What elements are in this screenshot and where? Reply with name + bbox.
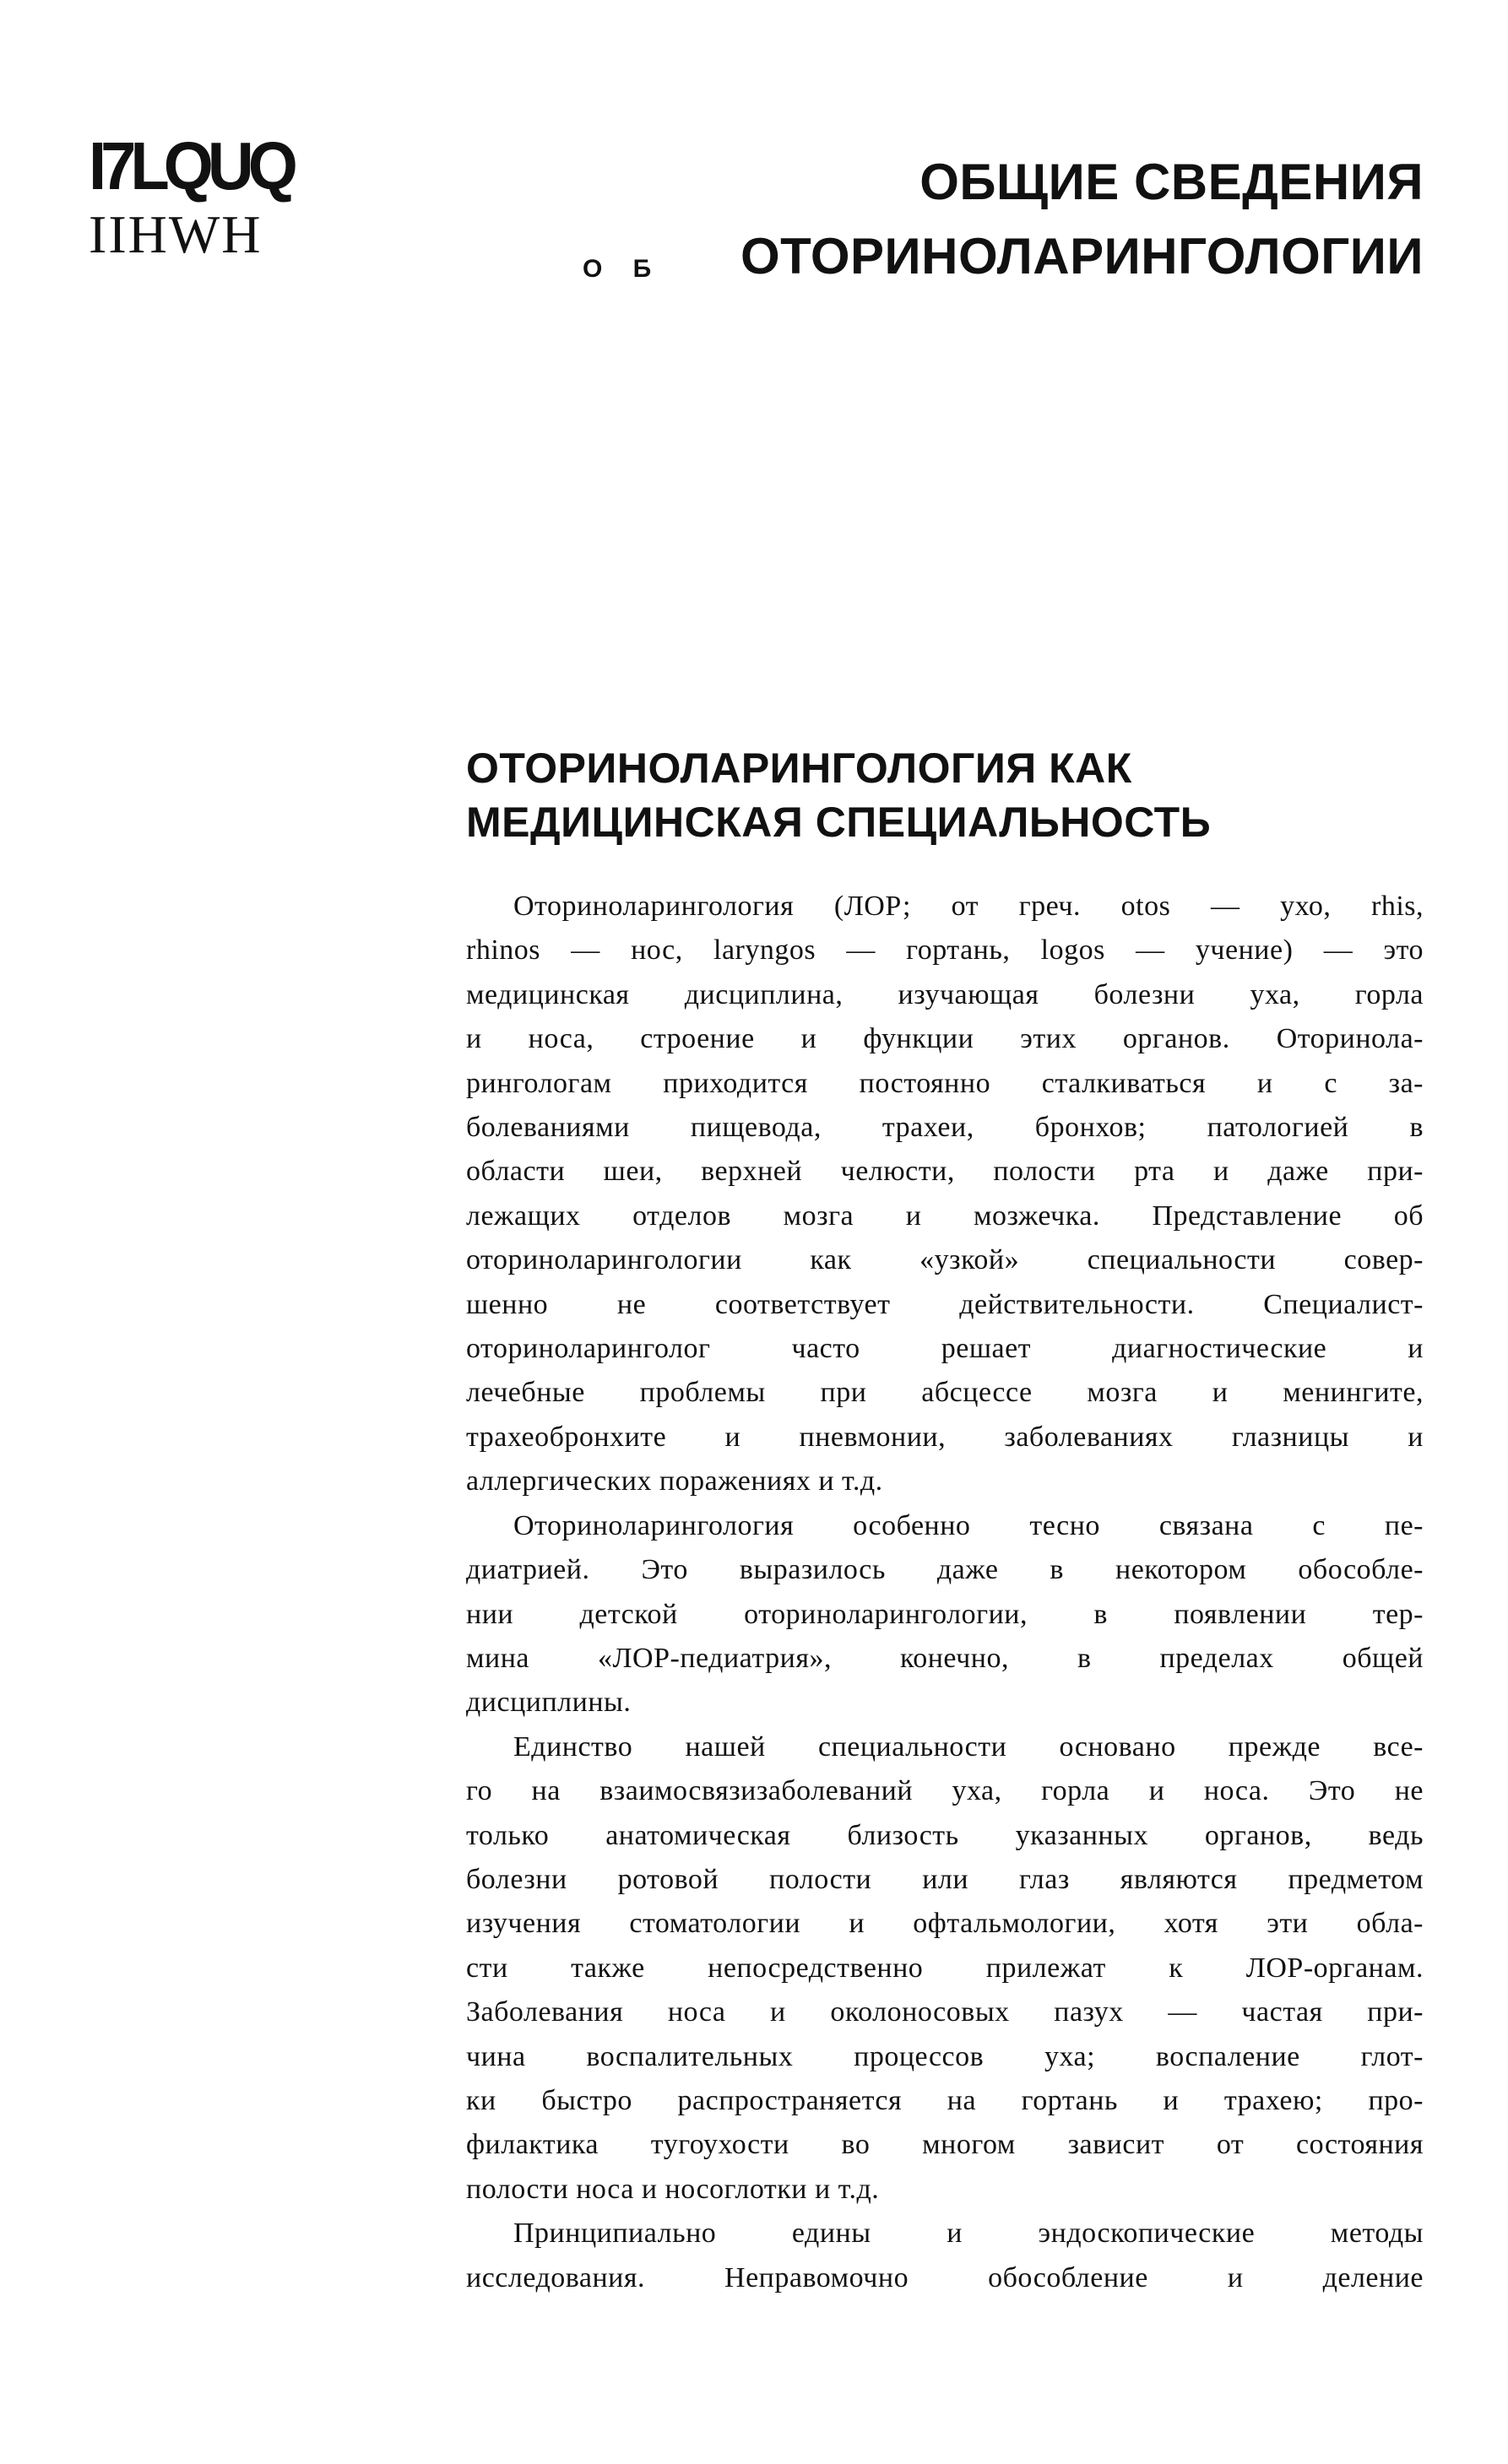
text-line: оториноларинголог часто решает диагностические и xyxy=(466,1333,1424,1365)
text-line: лежащих отделов мозга и мозжечка. Представление об xyxy=(466,1200,1424,1232)
chapter-title xyxy=(740,145,1424,294)
chapter-title-line: ОТОРИНОЛАРИНГОЛОГИИ xyxy=(740,228,1424,284)
text-line: оториноларингологии как «узкой» специальности совер- xyxy=(466,1244,1424,1276)
text-line: Единство нашей специальности основано прежде все- xyxy=(513,1730,1424,1763)
text-line: филактика тугоухости во многом зависит от состояния xyxy=(466,2129,1424,2161)
section-title-line: МЕДИЦИНСКАЯ СПЕЦИАЛЬНОСТЬ xyxy=(466,799,1212,846)
text-line: диатрией. Это выразилось даже в некотором обособле- xyxy=(466,1554,1424,1586)
paragraph xyxy=(466,2212,1424,2300)
chapter-title-prefix: О Б xyxy=(583,255,664,283)
text-line: rhinos — нос, laryngos — гортань, logos — учение) — это xyxy=(466,934,1424,967)
text-line: Принципиально едины и эндоскопические методы xyxy=(513,2218,1424,2250)
section-title-line: ОТОРИНОЛАРИНГОЛОГИЯ КАК xyxy=(466,745,1132,792)
text-line: нии детской оториноларингологии, в появлении тер- xyxy=(466,1598,1424,1630)
chapter-title-line: ОБЩИЕ СВЕДЕНИЯ xyxy=(919,154,1424,210)
text-line: го на взаимосвязизаболеваний уха, горла и носа. Это не xyxy=(466,1775,1424,1807)
text-line: болезни ротовой полости или глаз являются предметом xyxy=(466,1863,1424,1895)
text-line: аллергических поражениях и т.д. xyxy=(466,1465,883,1497)
paragraph xyxy=(466,1504,1424,1725)
text-line: полости носа и носоглотки и т.д. xyxy=(466,2173,880,2205)
text-line: только анатомическая близость указанных органов, ведь xyxy=(466,1819,1424,1851)
text-line: шенно не соответствует действительности. Специалист- xyxy=(466,1288,1424,1320)
text-line: дисциплины. xyxy=(466,1687,632,1719)
text-line: изучения стоматологии и офтальмологии, хотя эти обла- xyxy=(466,1908,1424,1940)
text-line: медицинская дисциплина, изучающая болезни уха, горла xyxy=(466,978,1424,1010)
text-line: лечебные проблемы при абсцессе мозга и менингите, xyxy=(466,1377,1424,1409)
body-text xyxy=(466,885,1424,2300)
text-line: и носа, строение и функции этих органов. Оторинола- xyxy=(466,1023,1424,1055)
text-line: Оториноларингология (ЛОР; от греч. otos — ухо, rhis, xyxy=(513,891,1424,922)
text-line: сти также непосредственно прилежат к ЛОР-органам. xyxy=(466,1952,1424,1984)
header-mark-bottom: IIHWH xyxy=(89,204,263,264)
text-line: Оториноларингология особенно тесно связана с пе- xyxy=(513,1509,1424,1541)
header-mark xyxy=(89,128,308,264)
paragraph xyxy=(466,1725,1424,2212)
text-line: области шеи, верхней челюсти, полости рта и даже при- xyxy=(466,1156,1424,1188)
text-line: Заболевания носа и околоносовых пазух — частая при- xyxy=(466,1996,1424,2028)
text-line: мина «ЛОР-педиатрия», конечно, в пределах общей xyxy=(466,1642,1424,1674)
text-line: ки быстро распространяется на гортань и трахею; про- xyxy=(466,2084,1424,2116)
header-mark-top: I7LQUQ xyxy=(89,128,292,204)
text-line: болеваниями пищевода, трахеи, бронхов; патологией в xyxy=(466,1112,1424,1144)
text-line: исследования. Неправомочно обособление и деление xyxy=(466,2261,1424,2293)
text-line: чина воспалительных процессов уха; воспаление глот- xyxy=(466,2040,1424,2072)
section-title xyxy=(466,741,1429,849)
text-line: трахеобронхите и пневмонии, заболеваниях глазницы и xyxy=(466,1421,1424,1453)
paragraph xyxy=(466,885,1424,1504)
text-line: рингологам приходится постоянно сталкиваться и с за- xyxy=(466,1067,1424,1099)
